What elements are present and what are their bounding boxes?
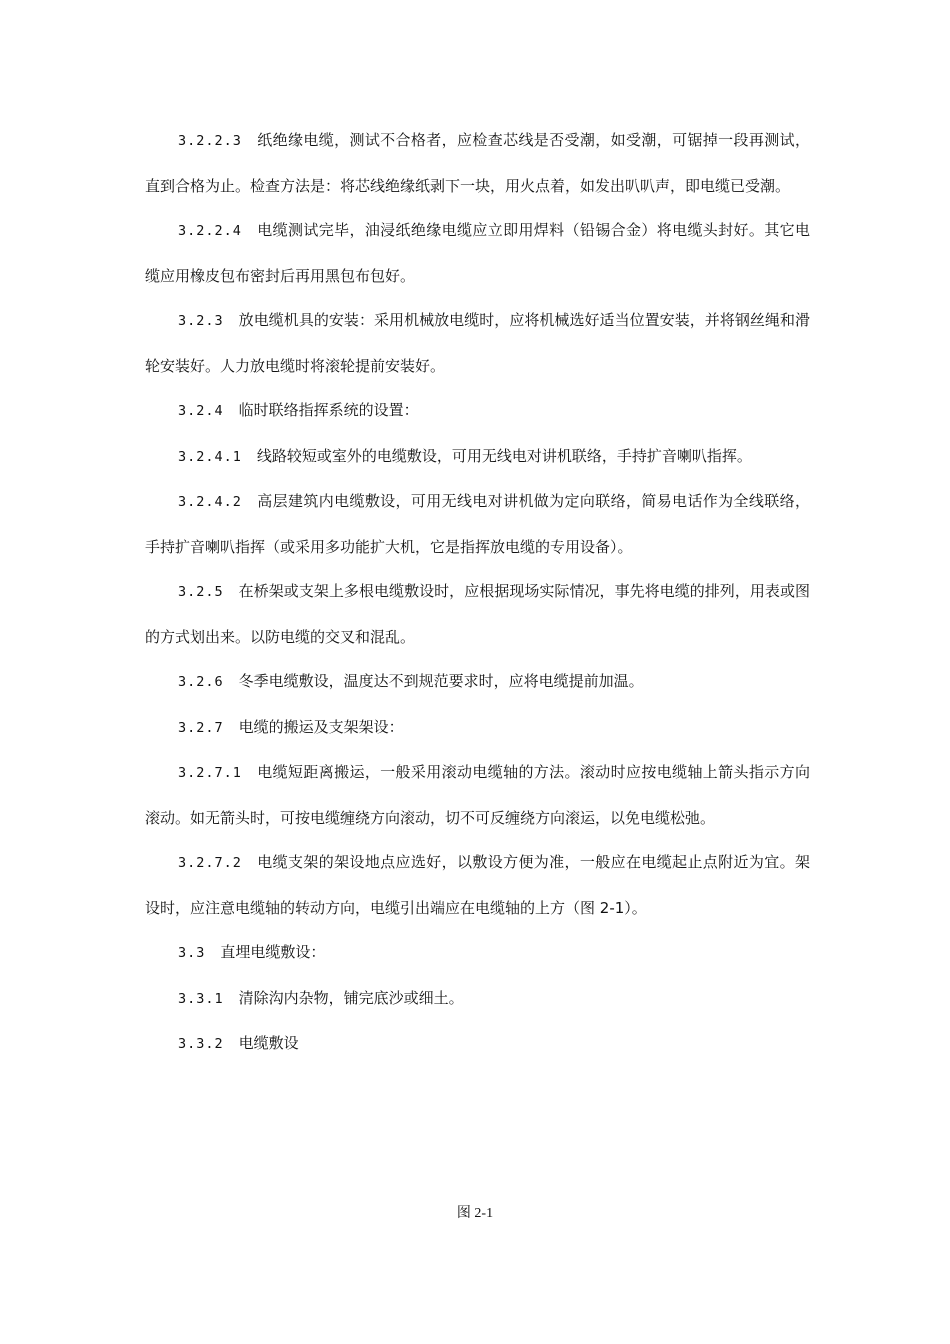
paragraph-text: 电缆敷设 <box>238 1034 299 1052</box>
section-number: 3.2.2.4 <box>178 223 242 239</box>
paragraph-text: 电缆测试完毕，油浸纸绝缘电缆应立即用焊料（铅锡合金）将电缆头封好。其它电缆应用橡皮包布密封后再用黑包布包好。 <box>145 221 810 285</box>
paragraph-3-2-4 <box>145 388 810 434</box>
paragraph-3-3-2 <box>145 1021 810 1067</box>
section-number: 3.3 <box>178 945 206 961</box>
paragraph-3-2-5 <box>145 569 810 659</box>
paragraph-text: 清除沟内杂物，铺完底沙或细土。 <box>238 988 464 1007</box>
paragraph-text: 电缆支架的架设地点应选好，以敷设方便为准，一般应在电缆起止点附近为宜。架设时，应注意电缆轴的转动方向，电缆引出端应在电缆轴的上方（图 2-1）。 <box>145 853 810 917</box>
paragraph-text: 临时联络指挥系统的设置： <box>238 401 419 419</box>
paragraph-3-3-1 <box>145 976 810 1022</box>
figure-caption: 图 2-1 <box>456 1206 494 1221</box>
section-number: 3.2.5 <box>178 584 224 600</box>
paragraph-3-2-7 <box>145 705 810 751</box>
paragraph-text: 直埋电缆敷设： <box>220 943 326 961</box>
paragraph-text: 在桥架或支架上多根电缆敷设时，应根据现场实际情况，事先将电缆的排列，用表或图的方式划出来。以防电缆的交叉和混乱。 <box>145 582 810 646</box>
paragraph-3-2-6 <box>145 659 810 705</box>
section-number: 3.2.7.1 <box>178 765 242 781</box>
section-number: 3.2.4 <box>178 403 224 419</box>
paragraph-3-2-4-1 <box>145 434 810 480</box>
paragraph-text: 放电缆机具的安装：采用机械放电缆时，应将机械选好适当位置安装，并将钢丝绳和滑轮安装好。人力放电缆时将滚轮提前安装好。 <box>145 311 810 375</box>
paragraph-3-3 <box>145 930 810 976</box>
paragraph-3-2-4-2 <box>145 479 810 569</box>
paragraph-3-2-2-4 <box>145 208 810 298</box>
paragraph-3-2-2-3 <box>145 118 810 208</box>
section-number: 3.2.7 <box>178 719 224 736</box>
paragraph-3-2-3 <box>145 298 810 388</box>
document-body <box>145 118 810 1067</box>
paragraph-text: 电缆短距离搬运，一般采用滚动电缆轴的方法。滚动时应按电缆轴上箭头指示方向滚动。如无箭头时，可按电缆缠绕方向滚动，切不可反缠绕方向滚运，以免电缆松弛。 <box>145 763 810 827</box>
paragraph-text: 纸绝缘电缆，测试不合格者，应检查芯线是否受潮，如受潮，可锯掉一段再测试，直到合格为止。检查方法是：将芯线绝缘纸剥下一块，用火点着，如发出叭叭声，即电缆已受潮。 <box>145 131 810 195</box>
paragraph-text: 线路较短或室外的电缆敷设，可用无线电对讲机联络，手持扩音喇叭指挥。 <box>256 446 752 465</box>
paragraph-3-2-7-1 <box>145 750 810 840</box>
section-number: 3.2.3 <box>178 313 224 329</box>
section-number: 3.2.4.1 <box>178 448 242 465</box>
section-number: 3.2.4.2 <box>178 494 242 510</box>
paragraph-3-2-7-2 <box>145 840 810 930</box>
paragraph-text: 高层建筑内电缆敷设，可用无线电对讲机做为定向联络，简易电话作为全线联络，手持扩音喇叭指挥（或采用多功能扩大机，它是指挥放电缆的专用设备）。 <box>145 492 810 556</box>
paragraph-text: 冬季电缆敷设，温度达不到规范要求时，应将电缆提前加温。 <box>238 672 644 690</box>
section-number: 3.2.2.3 <box>178 133 242 149</box>
section-number: 3.2.7.2 <box>178 855 242 871</box>
section-number: 3.2.6 <box>178 674 224 690</box>
section-number: 3.3.2 <box>178 1036 224 1052</box>
section-number: 3.3.1 <box>178 990 224 1007</box>
paragraph-text: 电缆的搬运及支架架设： <box>238 717 404 736</box>
